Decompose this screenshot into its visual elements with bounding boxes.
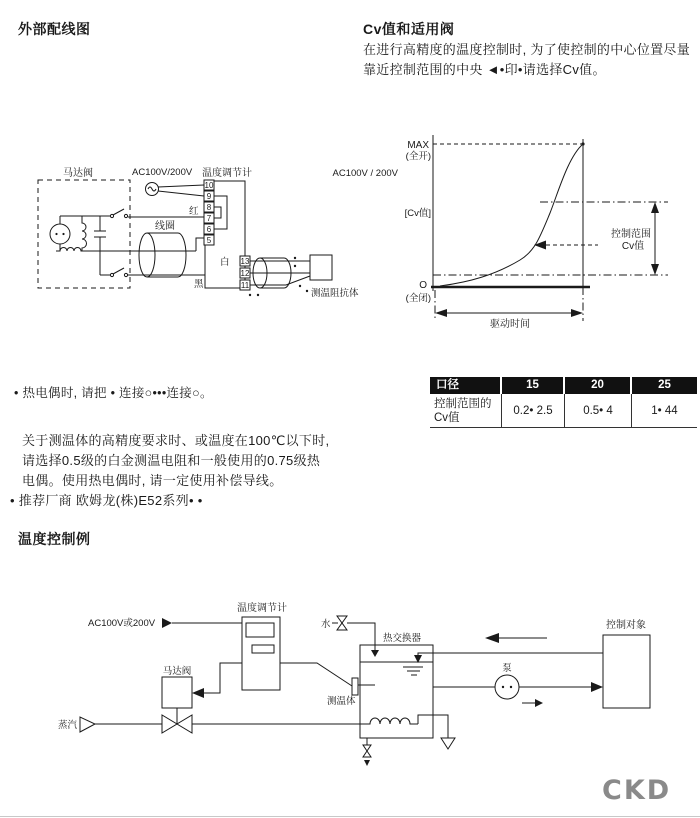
terminal-13: 13: [240, 257, 250, 266]
terminal-9: 9: [206, 192, 212, 201]
range-annotation-line2: Cv值: [621, 241, 645, 252]
cv-value-15: 0.2• 2.5: [502, 394, 565, 428]
aux-coil-wire: [56, 248, 196, 252]
cv-table: [430, 377, 697, 428]
cv-table-header-25: 25: [632, 377, 697, 394]
return-line: [414, 633, 603, 663]
cv-curve-chart: [330, 125, 690, 335]
capacitor-symbol: [94, 216, 106, 275]
control-object-box: [603, 635, 650, 708]
example-controller-box: [242, 617, 280, 690]
cv-value-20: 0.5• 4: [565, 394, 632, 428]
cv-section-title: Cv值和适用阀: [363, 21, 455, 37]
controller-output-line: [192, 663, 242, 698]
wiring-section-title: 外部配线图: [18, 21, 91, 37]
cv-description-line2: 靠近控制范围的中央 ◄•印•请选择Cv值。: [363, 62, 606, 77]
motor-circuit: [50, 209, 205, 277]
cv-table-row-label: [430, 394, 502, 428]
terminal-10: 10: [204, 181, 214, 190]
cv-table-header-15: 15: [502, 377, 565, 394]
supply-line: [433, 675, 603, 707]
motor-valve-label: 马达阀: [63, 168, 93, 179]
wiring-power-label: AC100V/200V: [132, 167, 193, 178]
paragraph-line2: 请选择0.5级的白金测温电阻和一般使用的0.75级热: [22, 453, 321, 468]
cv-table-header-diameter: 口径: [430, 377, 502, 394]
wiring-controller-label: 温度调节计: [202, 168, 252, 179]
pump-symbol: [495, 675, 519, 699]
limit-switch-top: [110, 209, 127, 218]
x-axis-label: 驱动时间: [490, 319, 530, 330]
temperature-control-example-diagram: [50, 595, 670, 775]
drain-valve: [363, 738, 371, 766]
terminal-block-right: [240, 256, 250, 290]
power-feed-line: [162, 618, 242, 628]
winding-coil: [82, 216, 87, 251]
water-label: 水: [321, 619, 331, 630]
motor-symbol: [50, 224, 70, 244]
paragraph-line1: 关于测温体的高精度要求时、或温度在100℃以下时,: [22, 433, 330, 448]
water-valve-symbol: [332, 616, 379, 657]
control-range-arrow: [651, 202, 659, 275]
sensor-precision-paragraph: [10, 431, 329, 511]
terminal-11: 11: [240, 281, 250, 290]
cv-table-header-20: 20: [565, 377, 632, 394]
steam-label: 蒸汽: [58, 720, 78, 731]
terminal-block-left: [204, 180, 214, 245]
control-object-label: 控制对象: [606, 620, 646, 631]
cv-table-value-row: [430, 394, 697, 428]
cv-description-line1: 在进行高精度的温度控制时, 为了使控制的中心位置尽量: [363, 42, 691, 57]
coil-label: 线圈: [155, 221, 175, 232]
steam-line: [80, 717, 360, 732]
y-zero-sublabel: (全闭): [405, 293, 431, 304]
heat-exchanger-label: 热交换器: [382, 633, 422, 644]
limit-switch-bottom: [100, 268, 128, 277]
terminal-6: 6: [206, 225, 212, 234]
example-power-label: AC100V或200V: [88, 618, 156, 629]
cv-table-header-row: [430, 377, 697, 394]
black-wire-label: 黑: [194, 279, 204, 290]
example-motor-valve-label: 马达阀: [162, 666, 192, 677]
range-annotation-line1: 控制范围: [611, 229, 651, 240]
terminal-7: 7: [206, 214, 212, 223]
red-wire-label: 红: [189, 206, 199, 217]
cv-description: [363, 40, 690, 80]
cv-s-curve: [440, 144, 583, 286]
page-bottom-rule: [0, 816, 700, 817]
terminal-8: 8: [206, 203, 212, 212]
sensor-wire: [280, 663, 352, 686]
rtd-label: 测温阻抗体: [311, 288, 359, 299]
drive-time-arrow: [435, 309, 583, 317]
ckd-logo: CKD: [602, 775, 672, 806]
sensor-probe: [352, 678, 375, 695]
thermocouple-note: • 热电偶时, 请把 • 连接○•••连接○。: [14, 386, 213, 400]
heating-coil: [360, 718, 418, 724]
terminal-12: 12: [240, 269, 250, 278]
terminal-5: 5: [206, 236, 212, 245]
pump-label: 泵: [502, 663, 512, 674]
cv-value-25: 1• 44: [632, 394, 697, 428]
chart-power-label: AC100V / 200V: [332, 168, 398, 179]
white-wire-label: 白: [220, 257, 230, 268]
y-max-label: MAX: [407, 140, 429, 151]
condensate-outlet: [418, 715, 455, 749]
external-wiring-diagram: [20, 158, 360, 323]
y-max-sublabel: (全开): [405, 151, 431, 162]
rtd-box: [310, 255, 332, 280]
cv-point-arrow: [534, 241, 598, 250]
heat-exchanger-tank: [360, 645, 433, 738]
cv-row-label-line1: 控制范围的: [434, 397, 492, 410]
example-section-title: 温度控制例: [18, 531, 91, 547]
paragraph-line4: • 推荐厂商 欧姆龙(株)E52系列• •: [10, 493, 203, 508]
cv-row-label-line2: Cv值: [434, 411, 460, 424]
paragraph-line3: 电偶。使用热电偶时, 请一定使用补偿导线。: [22, 473, 283, 488]
coil-cable-symbol: [139, 233, 186, 277]
motor-valve-unit: [162, 677, 192, 733]
ac-source-symbol: [146, 183, 205, 197]
y-zero-label: O: [419, 280, 427, 291]
sensor-label: 测温体: [327, 696, 356, 707]
y-cv-label: [Cv值]: [404, 208, 431, 219]
example-controller-label: 温度调节计: [237, 603, 287, 614]
